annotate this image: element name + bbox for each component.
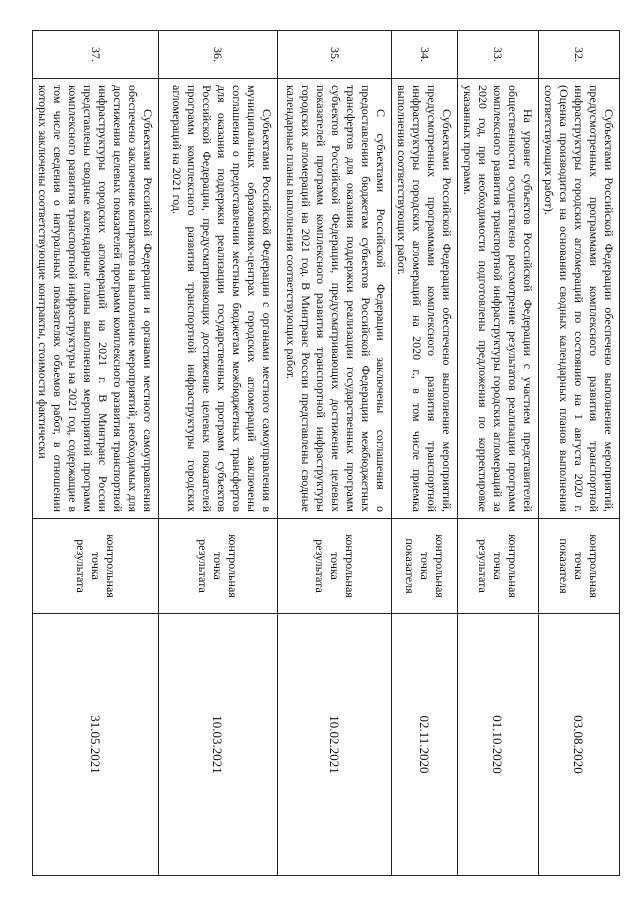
row-type-line: точка [418, 552, 432, 580]
row-date: 10.03.2021 [159, 614, 278, 876]
row-type-line: контрольная [433, 534, 447, 598]
row-type [278, 519, 392, 614]
row-date: 10.02.2021 [278, 614, 392, 876]
control-points-table [32, 30, 620, 876]
row-type-line: контрольная [226, 534, 241, 598]
row-date: 02.11.2020 [392, 614, 458, 876]
table-row [33, 31, 159, 876]
row-type-line: результата [74, 539, 88, 593]
row-number: 33. [458, 31, 539, 79]
table-row [392, 31, 458, 876]
row-type [159, 519, 278, 614]
row-date: 31.05.2021 [33, 614, 159, 876]
row-number: 37. [33, 31, 159, 79]
row-type-line: результата [476, 539, 491, 593]
row-description: Субъектами Российской Федерации и органами местного самоуправления обеспечено заключение контрактов на выполнение мероприятий, необходимых для достижения целевых показателей программ комплексного развития транспортной инфраструктуры городских агломераций на 2021 г. В Минтранс России представлены сводные календарные планы выполнения мероприятий программ комплексного развития транспортной инфраструктуры на 2021 год, содержащие в том числе сведения о натуральных показателях объемов работ, в отношении которых заключены соответствующие контракты, стоимости фактически [33, 79, 159, 519]
table-row [159, 31, 278, 876]
row-description: Субъектами Российской Федерации обеспечено выполнение мероприятий, предусмотренных программами комплексного развития транспортной инфраструктуры городских агломераций на 2020 г., в том числе приемка выполнения соответствующих работ. [392, 79, 458, 519]
row-type-line: контрольная [104, 534, 118, 598]
row-type [458, 519, 539, 614]
row-type-line: результата [313, 539, 327, 593]
row-description: С субъектами Российской Федерации заключены соглашения о предоставлении бюджетам субъектов Российской Федерации межбюджетных трансфертов для оказания поддержки реализации государственных программ субъектов Российской Федерации, предусматривающих достижение целевых показателей программ комплексного развития транспортной инфраструктуры городских агломераций на 2021 год. В Минтранс России представлены сводные календарные планы выполнения соответствующих работ. [278, 79, 392, 519]
row-type-line: результата [196, 539, 211, 593]
row-type-line: контрольная [343, 534, 357, 598]
row-type-line: точка [211, 552, 226, 580]
row-description: Субъектами Российской Федерации с органами местного самоуправления в муниципальных образованиях-центрах городских агломераций заключены соглашения о предоставлении местным бюджетам межбюджетных трансфертов для оказания поддержки реализации государственных программ субъектов Российской Федерации, предусматривающих достижение целевых показателей программ комплексного развития транспортной инфраструктуры городских агломераций на 2021 год. [159, 79, 278, 519]
row-number: 36. [159, 31, 278, 79]
row-type-line: точка [328, 552, 342, 580]
table-row [278, 31, 392, 876]
row-type-line: точка [572, 552, 587, 580]
row-date: 03.08.2020 [539, 614, 620, 876]
table-row [539, 31, 620, 876]
row-type-line: показателя [557, 538, 572, 594]
row-type [33, 519, 159, 614]
row-number: 32. [539, 31, 620, 79]
row-description: Субъектами Российской Федерации обеспечено выполнение мероприятий, предусмотренных программами комплексного развития транспортной инфраструктуры городских агломераций по состоянию на 1 августа 2020 г. (Оценка производится на основании сводных календарных планов выполнения соответствующих работ). [539, 79, 620, 519]
row-number: 35. [278, 31, 392, 79]
table-row [458, 31, 539, 876]
row-type-line: точка [89, 552, 103, 580]
row-type-line: показателя [403, 538, 417, 594]
row-type [539, 519, 620, 614]
row-number: 34. [392, 31, 458, 79]
row-type-line: контрольная [506, 534, 521, 598]
row-type [392, 519, 458, 614]
row-type-line: точка [491, 552, 506, 580]
row-description: На уровне субъектов Российской Федерации с участием представителей общественности осуществлено рассмотрение результатов реализации программ комплексного развития транспортной инфраструктуры городских агломераций за 2020 год, при необходимости подготовлены предложения по корректировке указанных программ. [458, 79, 539, 519]
row-type-line: контрольная [587, 534, 602, 598]
row-date: 01.10.2020 [458, 614, 539, 876]
